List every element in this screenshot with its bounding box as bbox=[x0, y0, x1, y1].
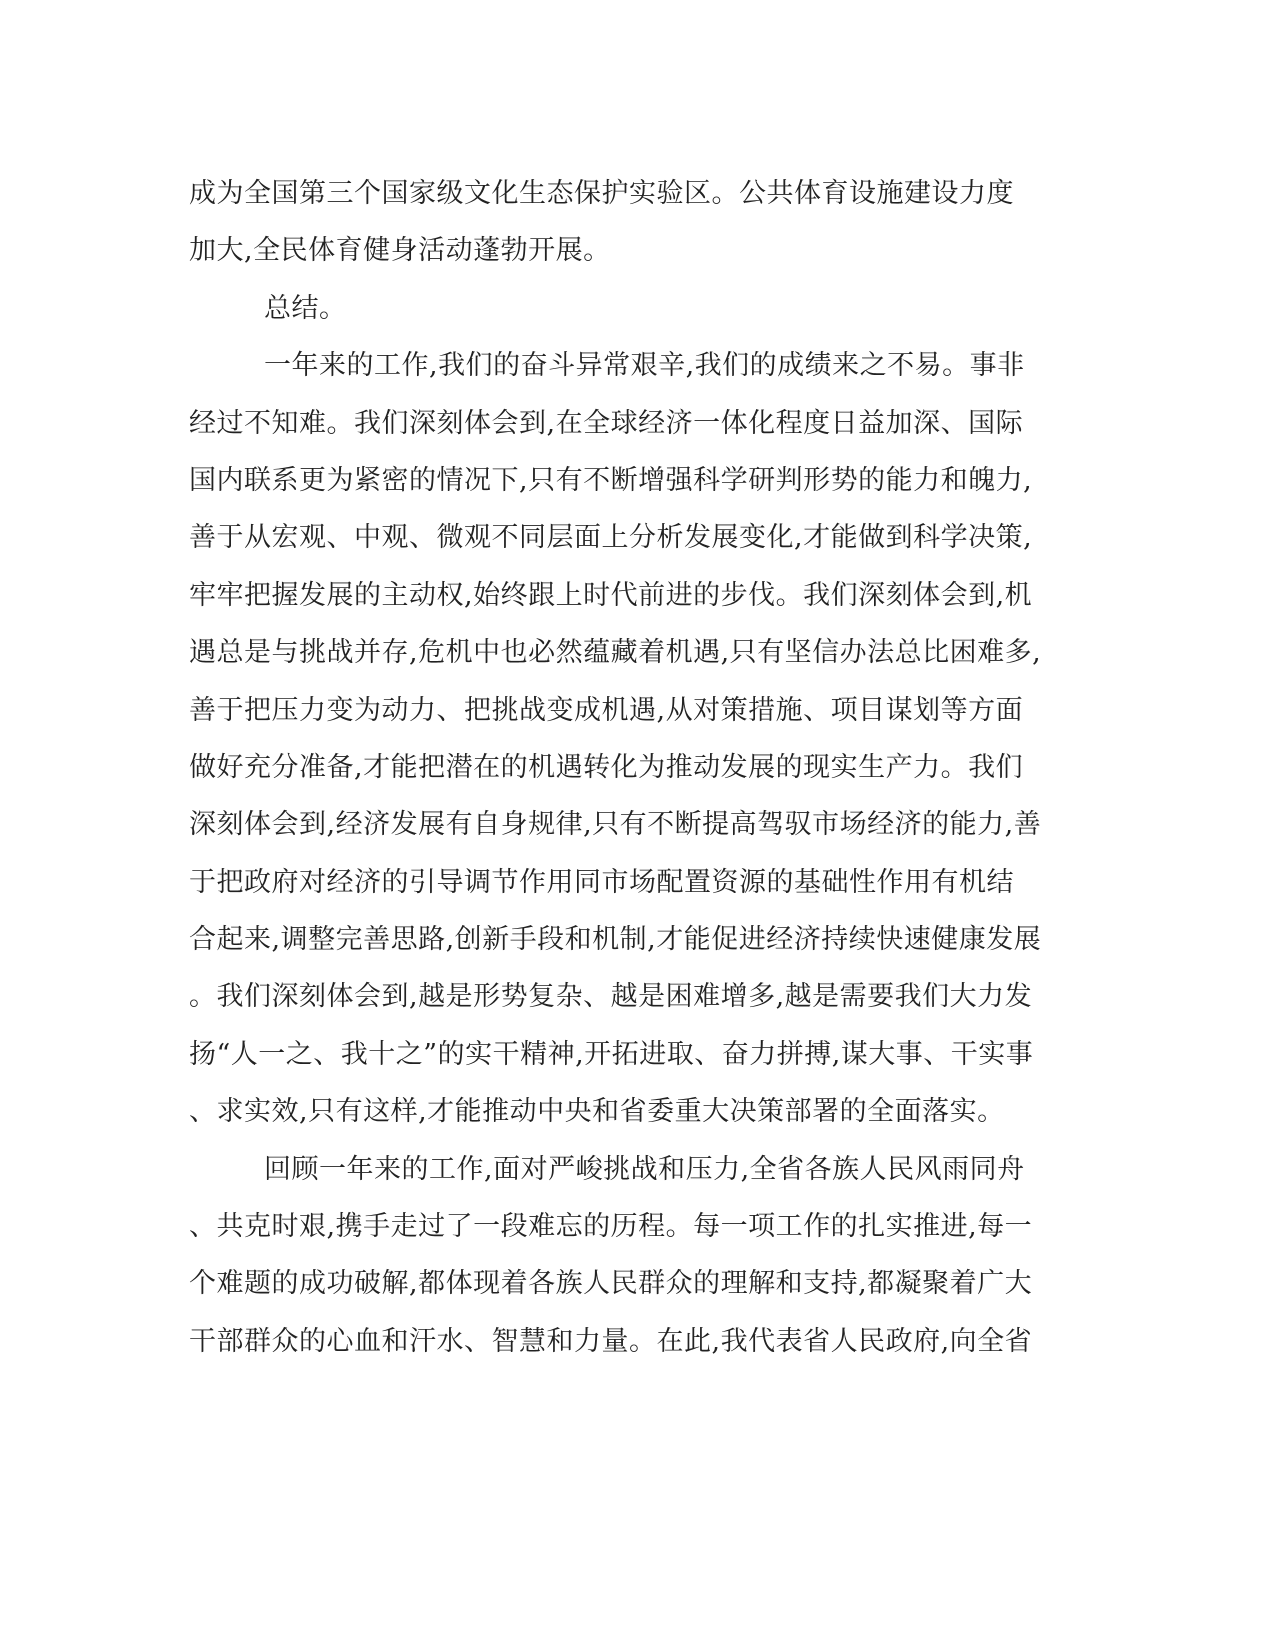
text-line: 干部群众的心血和汗水、智慧和力量。在此,我代表省人民政府,向全省 bbox=[189, 1325, 1033, 1357]
text-line: 牢牢把握发展的主动权,始终跟上时代前进的步伐。我们深刻体会到,机 bbox=[189, 579, 1033, 611]
text-line: 成为全国第三个国家级文化生态保护实验区。公共体育设施建设力度 bbox=[189, 178, 1014, 209]
text-line: 善于把压力变为动力、把挑战变成机遇,从对策措施、项目谋划等方面 bbox=[189, 694, 1024, 726]
text-line: 深刻体会到,经济发展有自身规律,只有不断提高驾驭市场经济的能力,善 bbox=[189, 809, 1042, 841]
paragraph-start-line: 回顾一年来的工作,面对严峻挑战和压力,全省各族人民风雨同舟 bbox=[264, 1153, 1025, 1185]
text-line: 。我们深刻体会到,越是形势复杂、越是困难增多,越是需要我们大力发 bbox=[189, 981, 1033, 1013]
text-line: 、求实效,只有这样,才能推动中央和省委重大决策部署的全面落实。 bbox=[189, 1096, 1005, 1128]
text-line: 加大,全民体育健身活动蓬勃开展。 bbox=[189, 235, 611, 267]
text-line: 扬“人一之、我十之”的实干精神,开拓进取、奋力拼搏,谋大事、干实事 bbox=[189, 1038, 1034, 1070]
body-text bbox=[189, 165, 1069, 1370]
text-line: 经过不知难。我们深刻体会到,在全球经济一体化程度日益加深、国际 bbox=[189, 407, 1024, 439]
text-line: 于把政府对经济的引导调节作用同市场配置资源的基础性作用有机结 bbox=[189, 866, 1014, 898]
text-line: 、共克时艰,携手走过了一段难忘的历程。每一项工作的扎实推进,每一 bbox=[189, 1211, 1033, 1243]
text-line: 合起来,调整完善思路,创新手段和机制,才能促进经济持续快速健康发展 bbox=[189, 924, 1042, 956]
text-line: 国内联系更为紧密的情况下,只有不断增强科学研判形势的能力和魄力, bbox=[189, 464, 1033, 496]
section-heading: 总结。 bbox=[264, 292, 347, 324]
text-line: 个难题的成功破解,都体现着各族人民群众的理解和支持,都凝聚着广大 bbox=[189, 1268, 1033, 1300]
text-line: 遇总是与挑战并存,危机中也必然蕴藏着机遇,只有坚信办法总比困难多, bbox=[189, 637, 1042, 669]
text-line: 做好充分准备,才能把潜在的机遇转化为推动发展的现实生产力。我们 bbox=[189, 751, 1024, 783]
text-line: 善于从宏观、中观、微观不同层面上分析发展变化,才能做到科学决策, bbox=[189, 522, 1033, 554]
paragraph-start-line: 一年来的工作,我们的奋斗异常艰辛,我们的成绩来之不易。事非 bbox=[264, 350, 1025, 382]
